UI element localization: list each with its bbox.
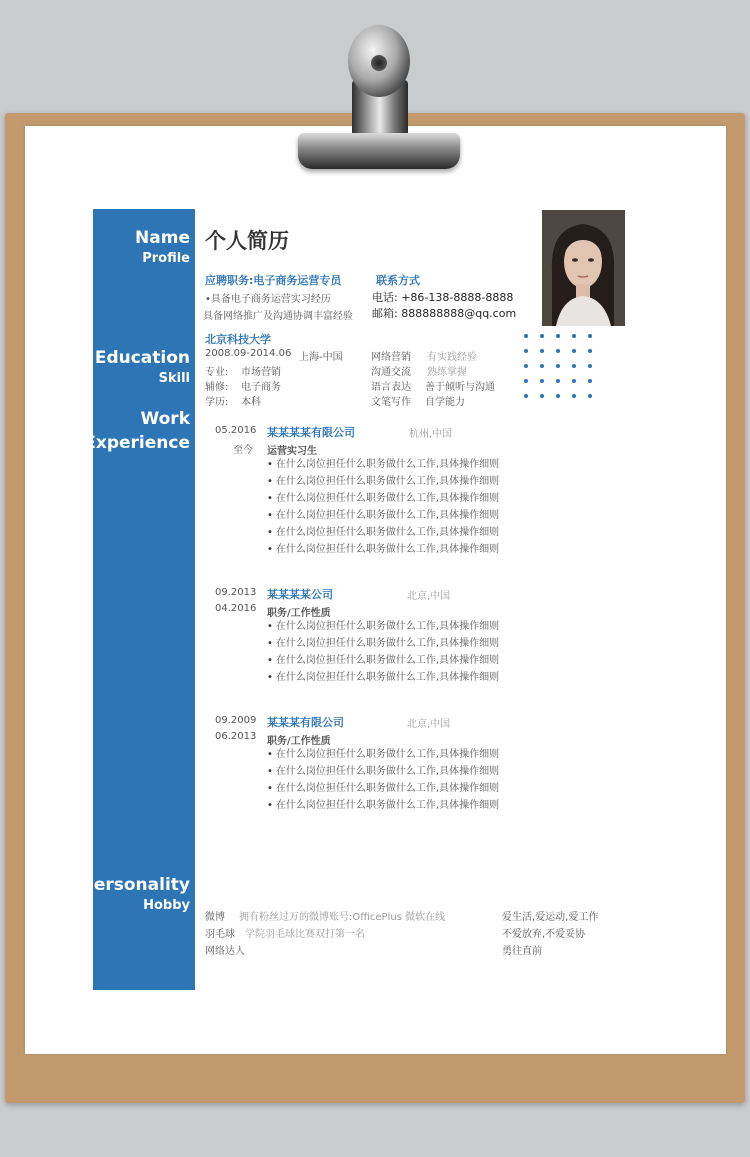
hobby-desc: 学院羽毛球比赛双打第一名 bbox=[245, 929, 365, 940]
work-duty: • 在什么岗位担任什么职务做什么工作,具体操作细则 bbox=[267, 507, 499, 524]
hobby-row bbox=[205, 908, 445, 923]
skill-name: 网络营销 bbox=[371, 352, 411, 363]
hobby-name: 微博 bbox=[205, 912, 225, 923]
education-row-value: 本科 bbox=[241, 397, 261, 408]
hobby-name: 羽毛球 bbox=[205, 929, 235, 940]
skill-level: 自学能力 bbox=[425, 397, 465, 408]
contact-heading: 联系方式 bbox=[376, 274, 420, 287]
contact-phone bbox=[372, 289, 513, 305]
work-duty: • 在什么岗位担任什么职务做什么工作,具体操作细则 bbox=[267, 524, 499, 541]
work-company: 某某某某有限公司 bbox=[267, 426, 355, 439]
skill-name: 语言表达 bbox=[371, 382, 411, 393]
sidebar-education: Education bbox=[94, 348, 190, 368]
hobby-desc: 拥有粉丝过万的微博账号:OfficePlus 微软在线 bbox=[239, 912, 446, 923]
work-duties bbox=[267, 618, 499, 686]
profile-photo bbox=[542, 210, 625, 326]
binder-clip-hole bbox=[371, 55, 387, 71]
education-row-value: 电子商务 bbox=[241, 382, 281, 393]
contact-email bbox=[372, 305, 516, 321]
phone-label: 电话: bbox=[372, 291, 398, 304]
education-row-label: 辅修: bbox=[205, 382, 229, 393]
sidebar-work: Work bbox=[140, 409, 190, 429]
work-end-date: 06.2013 bbox=[215, 731, 257, 742]
decorative-dot-grid bbox=[524, 334, 604, 406]
sidebar-personality: Personality bbox=[81, 875, 190, 895]
education-row bbox=[205, 393, 261, 408]
binder-clip-base bbox=[298, 133, 460, 169]
skill-row bbox=[371, 348, 477, 363]
skill-level: 善于倾听与沟通 bbox=[425, 382, 495, 393]
work-company: 某某某某公司 bbox=[267, 588, 333, 601]
job-line-1: •具备电子商务运营实习经历 bbox=[205, 294, 331, 305]
education-school: 北京科技大学 bbox=[205, 333, 271, 346]
work-location: 杭州,中国 bbox=[409, 429, 453, 440]
work-end-date: 至今 bbox=[233, 445, 253, 456]
skill-row bbox=[371, 393, 465, 408]
hobby-row bbox=[205, 925, 365, 940]
sidebar-name: Name bbox=[135, 228, 190, 248]
work-role: 职务/工作性质 bbox=[267, 736, 331, 747]
work-duty: • 在什么岗位担任什么职务做什么工作,具体操作细则 bbox=[267, 652, 499, 669]
sidebar-profile: Profile bbox=[142, 251, 190, 266]
work-start-date: 09.2009 bbox=[215, 715, 257, 726]
job-line-2: 具备网络推广及沟通协调丰富经验 bbox=[203, 311, 353, 322]
work-duty: • 在什么岗位担任什么职务做什么工作,具体操作细则 bbox=[267, 669, 499, 686]
email-label: 邮箱: bbox=[372, 307, 398, 320]
skill-row bbox=[371, 363, 467, 378]
work-role: 运营实习生 bbox=[267, 446, 317, 457]
education-row-label: 学历: bbox=[205, 397, 229, 408]
education-row bbox=[205, 378, 281, 393]
work-duty: • 在什么岗位担任什么职务做什么工作,具体操作细则 bbox=[267, 618, 499, 635]
education-period: 2008.09-2014.06 bbox=[205, 348, 292, 359]
education-row bbox=[205, 363, 281, 378]
work-duty: • 在什么岗位担任什么职务做什么工作,具体操作细则 bbox=[267, 746, 499, 763]
hobby-name: 网络达人 bbox=[205, 946, 245, 957]
work-role: 职务/工作性质 bbox=[267, 608, 331, 619]
work-duty: • 在什么岗位担任什么职务做什么工作,具体操作细则 bbox=[267, 473, 499, 490]
work-duties bbox=[267, 746, 499, 814]
skill-name: 沟通交流 bbox=[371, 367, 411, 378]
phone-value: +86-138-8888-8888 bbox=[401, 291, 514, 304]
email-value: 888888888@qq.com bbox=[401, 307, 517, 320]
personality-line: 不爱放弃,不爱妥协 bbox=[502, 929, 586, 940]
work-start-date: 09.2013 bbox=[215, 587, 257, 598]
work-end-date: 04.2016 bbox=[215, 603, 257, 614]
hobby-row bbox=[205, 942, 245, 957]
work-company: 某某某有限公司 bbox=[267, 716, 344, 729]
personality-line: 爱生活,爱运动,爱工作 bbox=[502, 912, 599, 923]
education-location: 上海-中国 bbox=[299, 352, 343, 363]
personality-line: 勇往直前 bbox=[502, 946, 542, 957]
sidebar-experience: Experience bbox=[84, 433, 190, 453]
work-location: 北京,中国 bbox=[407, 719, 451, 730]
work-duty: • 在什么岗位担任什么职务做什么工作,具体操作细则 bbox=[267, 541, 499, 558]
skill-row bbox=[371, 378, 495, 393]
sidebar bbox=[93, 209, 195, 990]
sidebar-skill: Skill bbox=[158, 371, 190, 386]
work-duty: • 在什么岗位担任什么职务做什么工作,具体操作细则 bbox=[267, 635, 499, 652]
job-heading: 应聘职务:电子商务运营专员 bbox=[205, 274, 342, 287]
skill-level: 熟练掌握 bbox=[427, 367, 467, 378]
education-row-value: 市场营销 bbox=[241, 367, 281, 378]
work-duties bbox=[267, 456, 499, 558]
skill-name: 文笔写作 bbox=[371, 397, 411, 408]
work-duty: • 在什么岗位担任什么职务做什么工作,具体操作细则 bbox=[267, 780, 499, 797]
work-duty: • 在什么岗位担任什么职务做什么工作,具体操作细则 bbox=[267, 763, 499, 780]
sidebar-hobby: Hobby bbox=[143, 898, 190, 913]
work-duty: • 在什么岗位担任什么职务做什么工作,具体操作细则 bbox=[267, 490, 499, 507]
skill-level: 有实践经验 bbox=[427, 352, 477, 363]
work-duty: • 在什么岗位担任什么职务做什么工作,具体操作细则 bbox=[267, 456, 499, 473]
work-location: 北京,中国 bbox=[407, 591, 451, 602]
work-start-date: 05.2016 bbox=[215, 425, 257, 436]
page-title: 个人简历 bbox=[205, 229, 289, 253]
education-row-label: 专业: bbox=[205, 367, 229, 378]
work-duty: • 在什么岗位担任什么职务做什么工作,具体操作细则 bbox=[267, 797, 499, 814]
